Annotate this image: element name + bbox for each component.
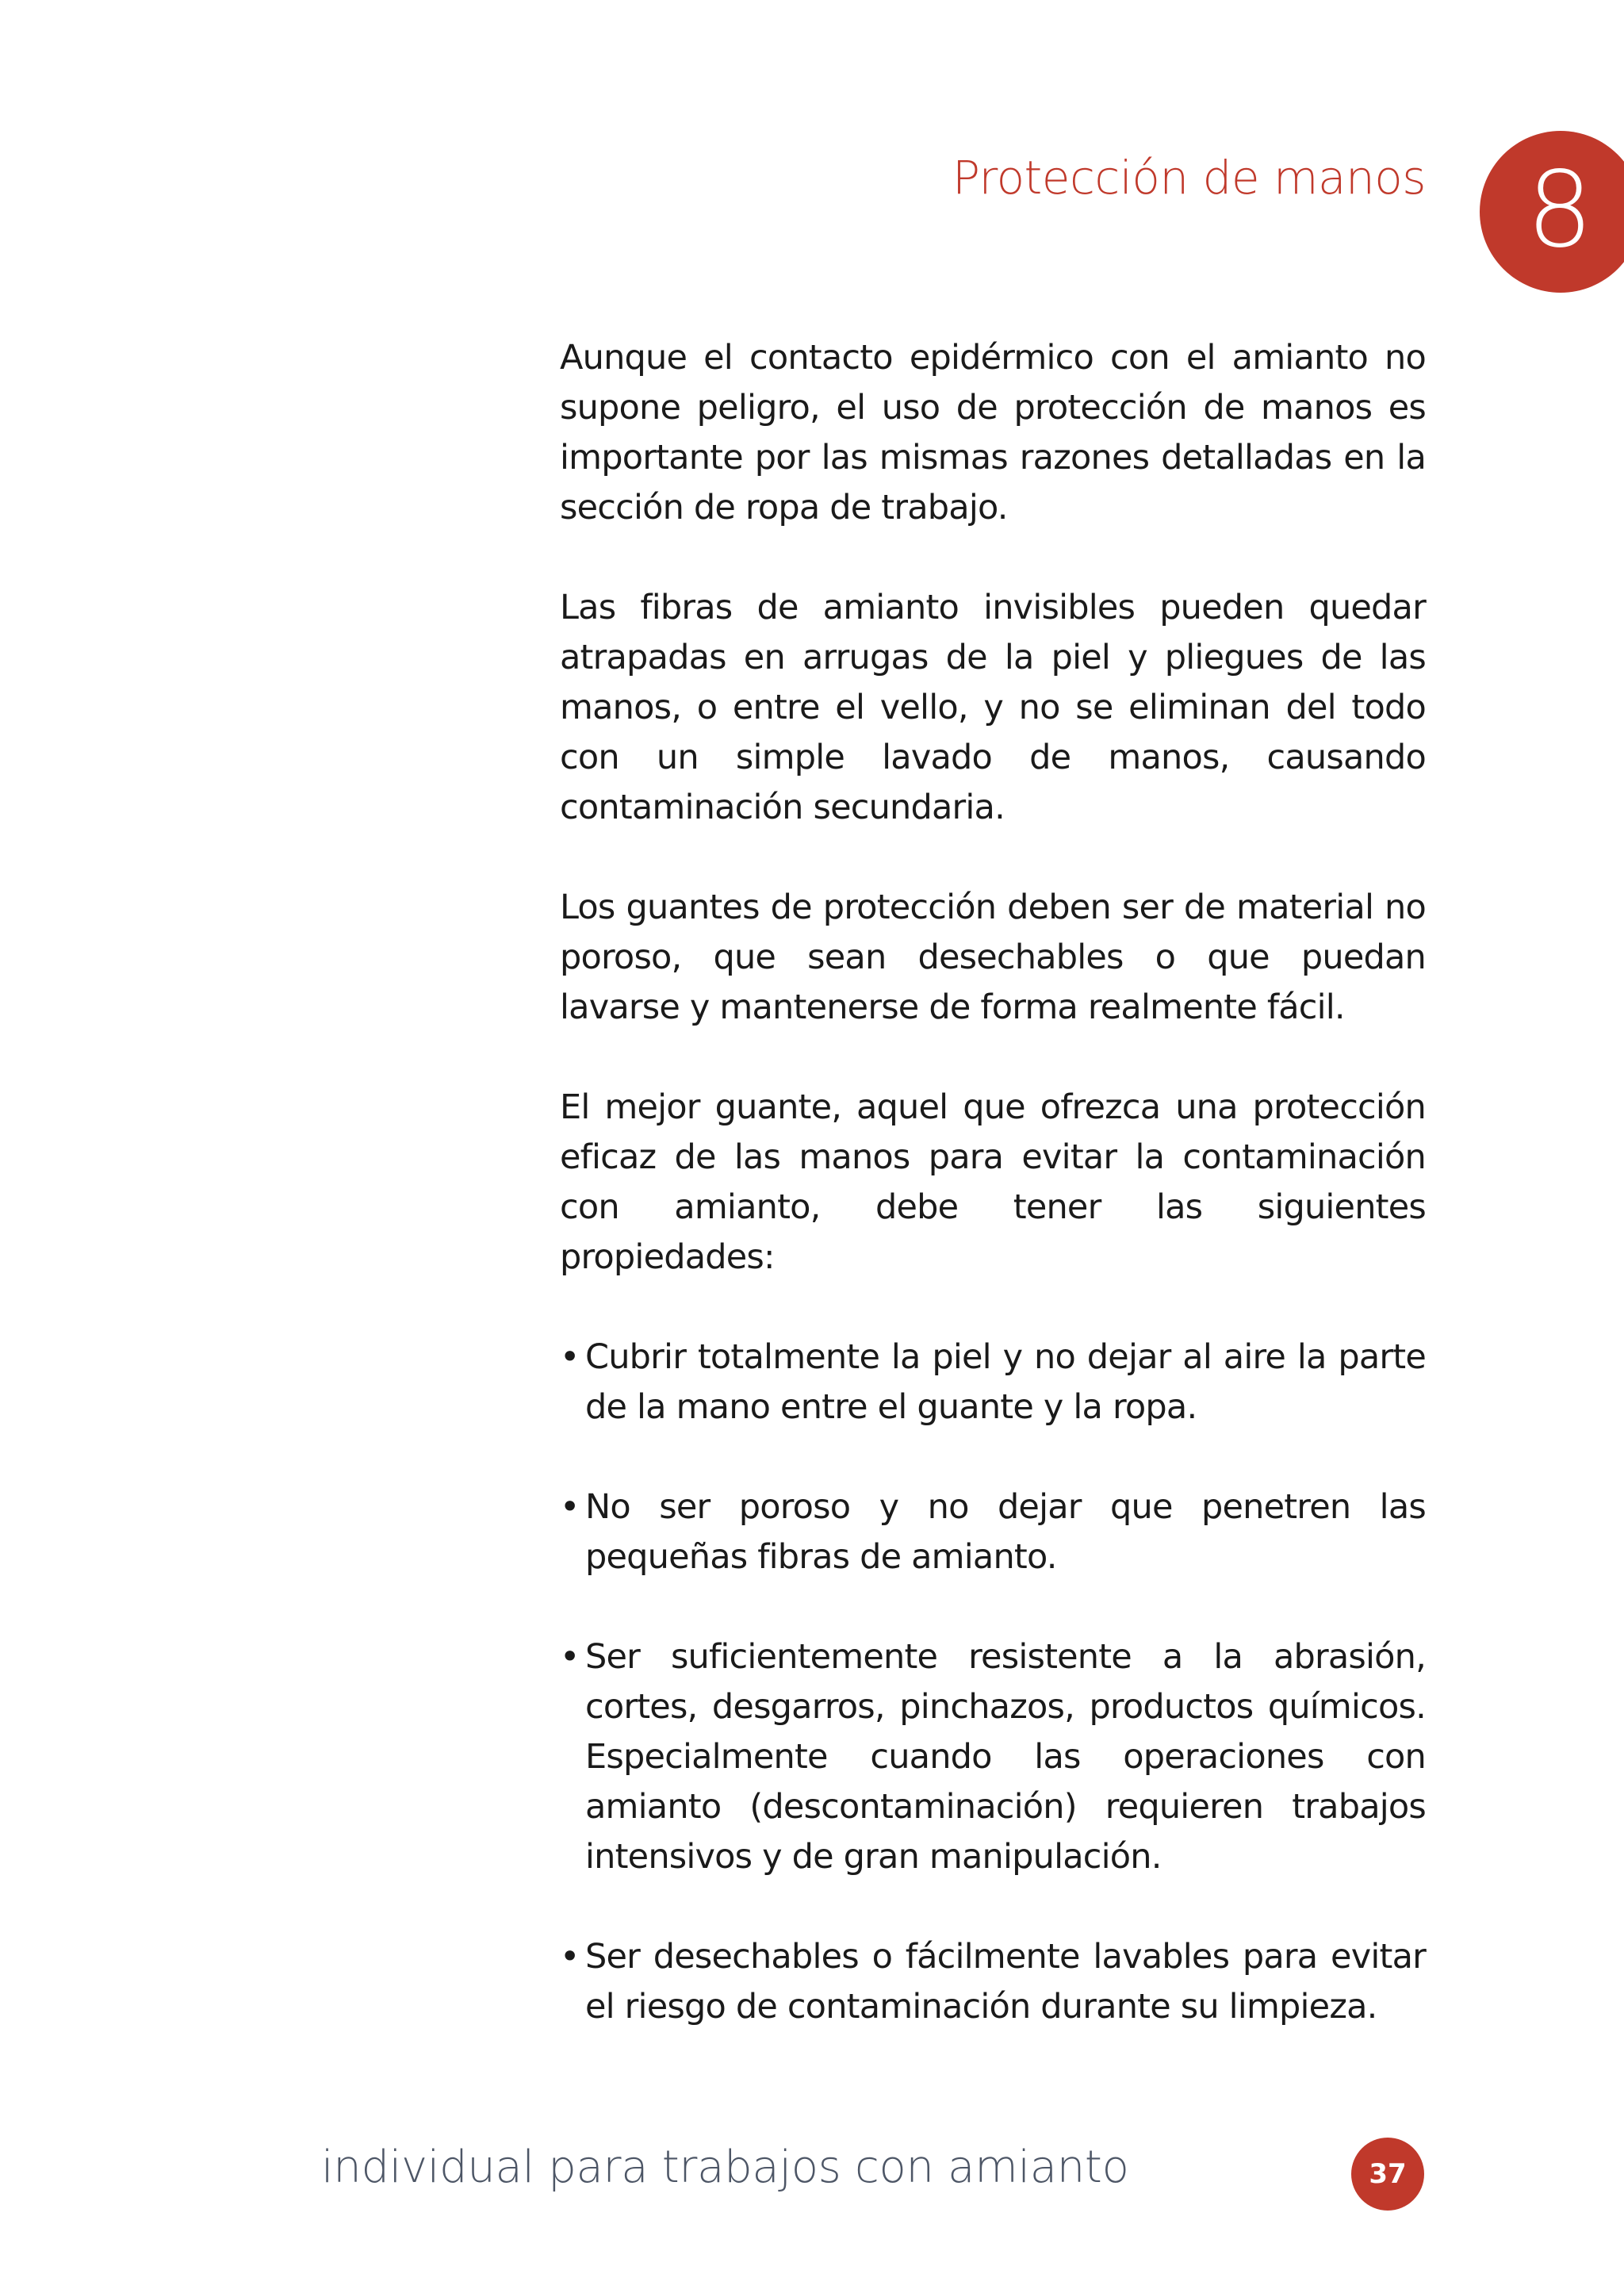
page-number: 37 <box>1369 2158 1407 2190</box>
footer-running-title: individual para trabajos con amianto <box>321 2142 1129 2193</box>
bullet-icon: • <box>560 1487 580 1527</box>
paragraph-3: Los guantes de protección deben ser de material no poroso, que sean desechables o que puedan lavarse y mantenerse de forma realmente fácil. <box>560 888 1426 1027</box>
list-item <box>560 1632 1426 1882</box>
list-item-text: Cubrir totalmente la piel y no dejar al aire la parte de la mano entre el guante y la ropa. <box>585 1337 1426 1427</box>
list-item <box>560 1932 1426 2032</box>
paragraph-4: El mejor guante, aquel que ofrezca una protección eficaz de las manos para evitar la contaminación con amianto, debe tener las siguientes propiedades: <box>560 1087 1426 1277</box>
list-item <box>560 1333 1426 1432</box>
list-item-text: No ser poroso y no dejar que penetren las pequeñas fibras de amianto. <box>585 1487 1426 1577</box>
list-item-text: Ser suficientemente resistente a la abrasión, cortes, desgarros, pinchazos, productos químicos. Especialmente cuando las operaciones con amianto (descontaminación) requieren trabajos intensivos y de gran manipulación. <box>585 1637 1426 1877</box>
main-content <box>560 333 1426 2082</box>
bullet-icon: • <box>560 1937 580 1977</box>
bullet-icon: • <box>560 1637 580 1677</box>
properties-list <box>560 1333 1426 2032</box>
paragraph-2: Las fibras de amianto invisibles pueden quedar atrapadas en arrugas de la piel y pliegues de las manos, o entre el vello, y no se eliminan del todo con un simple lavado de manos, causando contaminación secundaria. <box>560 588 1426 827</box>
list-item-text: Ser desechables o fácilmente lavables para evitar el riesgo de contaminación durante su limpieza. <box>585 1937 1426 2027</box>
section-title: Protección de manos <box>952 151 1426 205</box>
list-item <box>560 1482 1426 1582</box>
bullet-icon: • <box>560 1337 580 1377</box>
chapter-number: 8 <box>1526 149 1593 271</box>
paragraph-1: Aunque el contacto epidérmico con el amianto no supone peligro, el uso de protección de manos es importante por las mismas razones detalladas en la sección de ropa de trabajo. <box>560 338 1426 527</box>
chapter-number-badge <box>1480 131 1624 293</box>
page-number-badge <box>1351 2138 1424 2211</box>
